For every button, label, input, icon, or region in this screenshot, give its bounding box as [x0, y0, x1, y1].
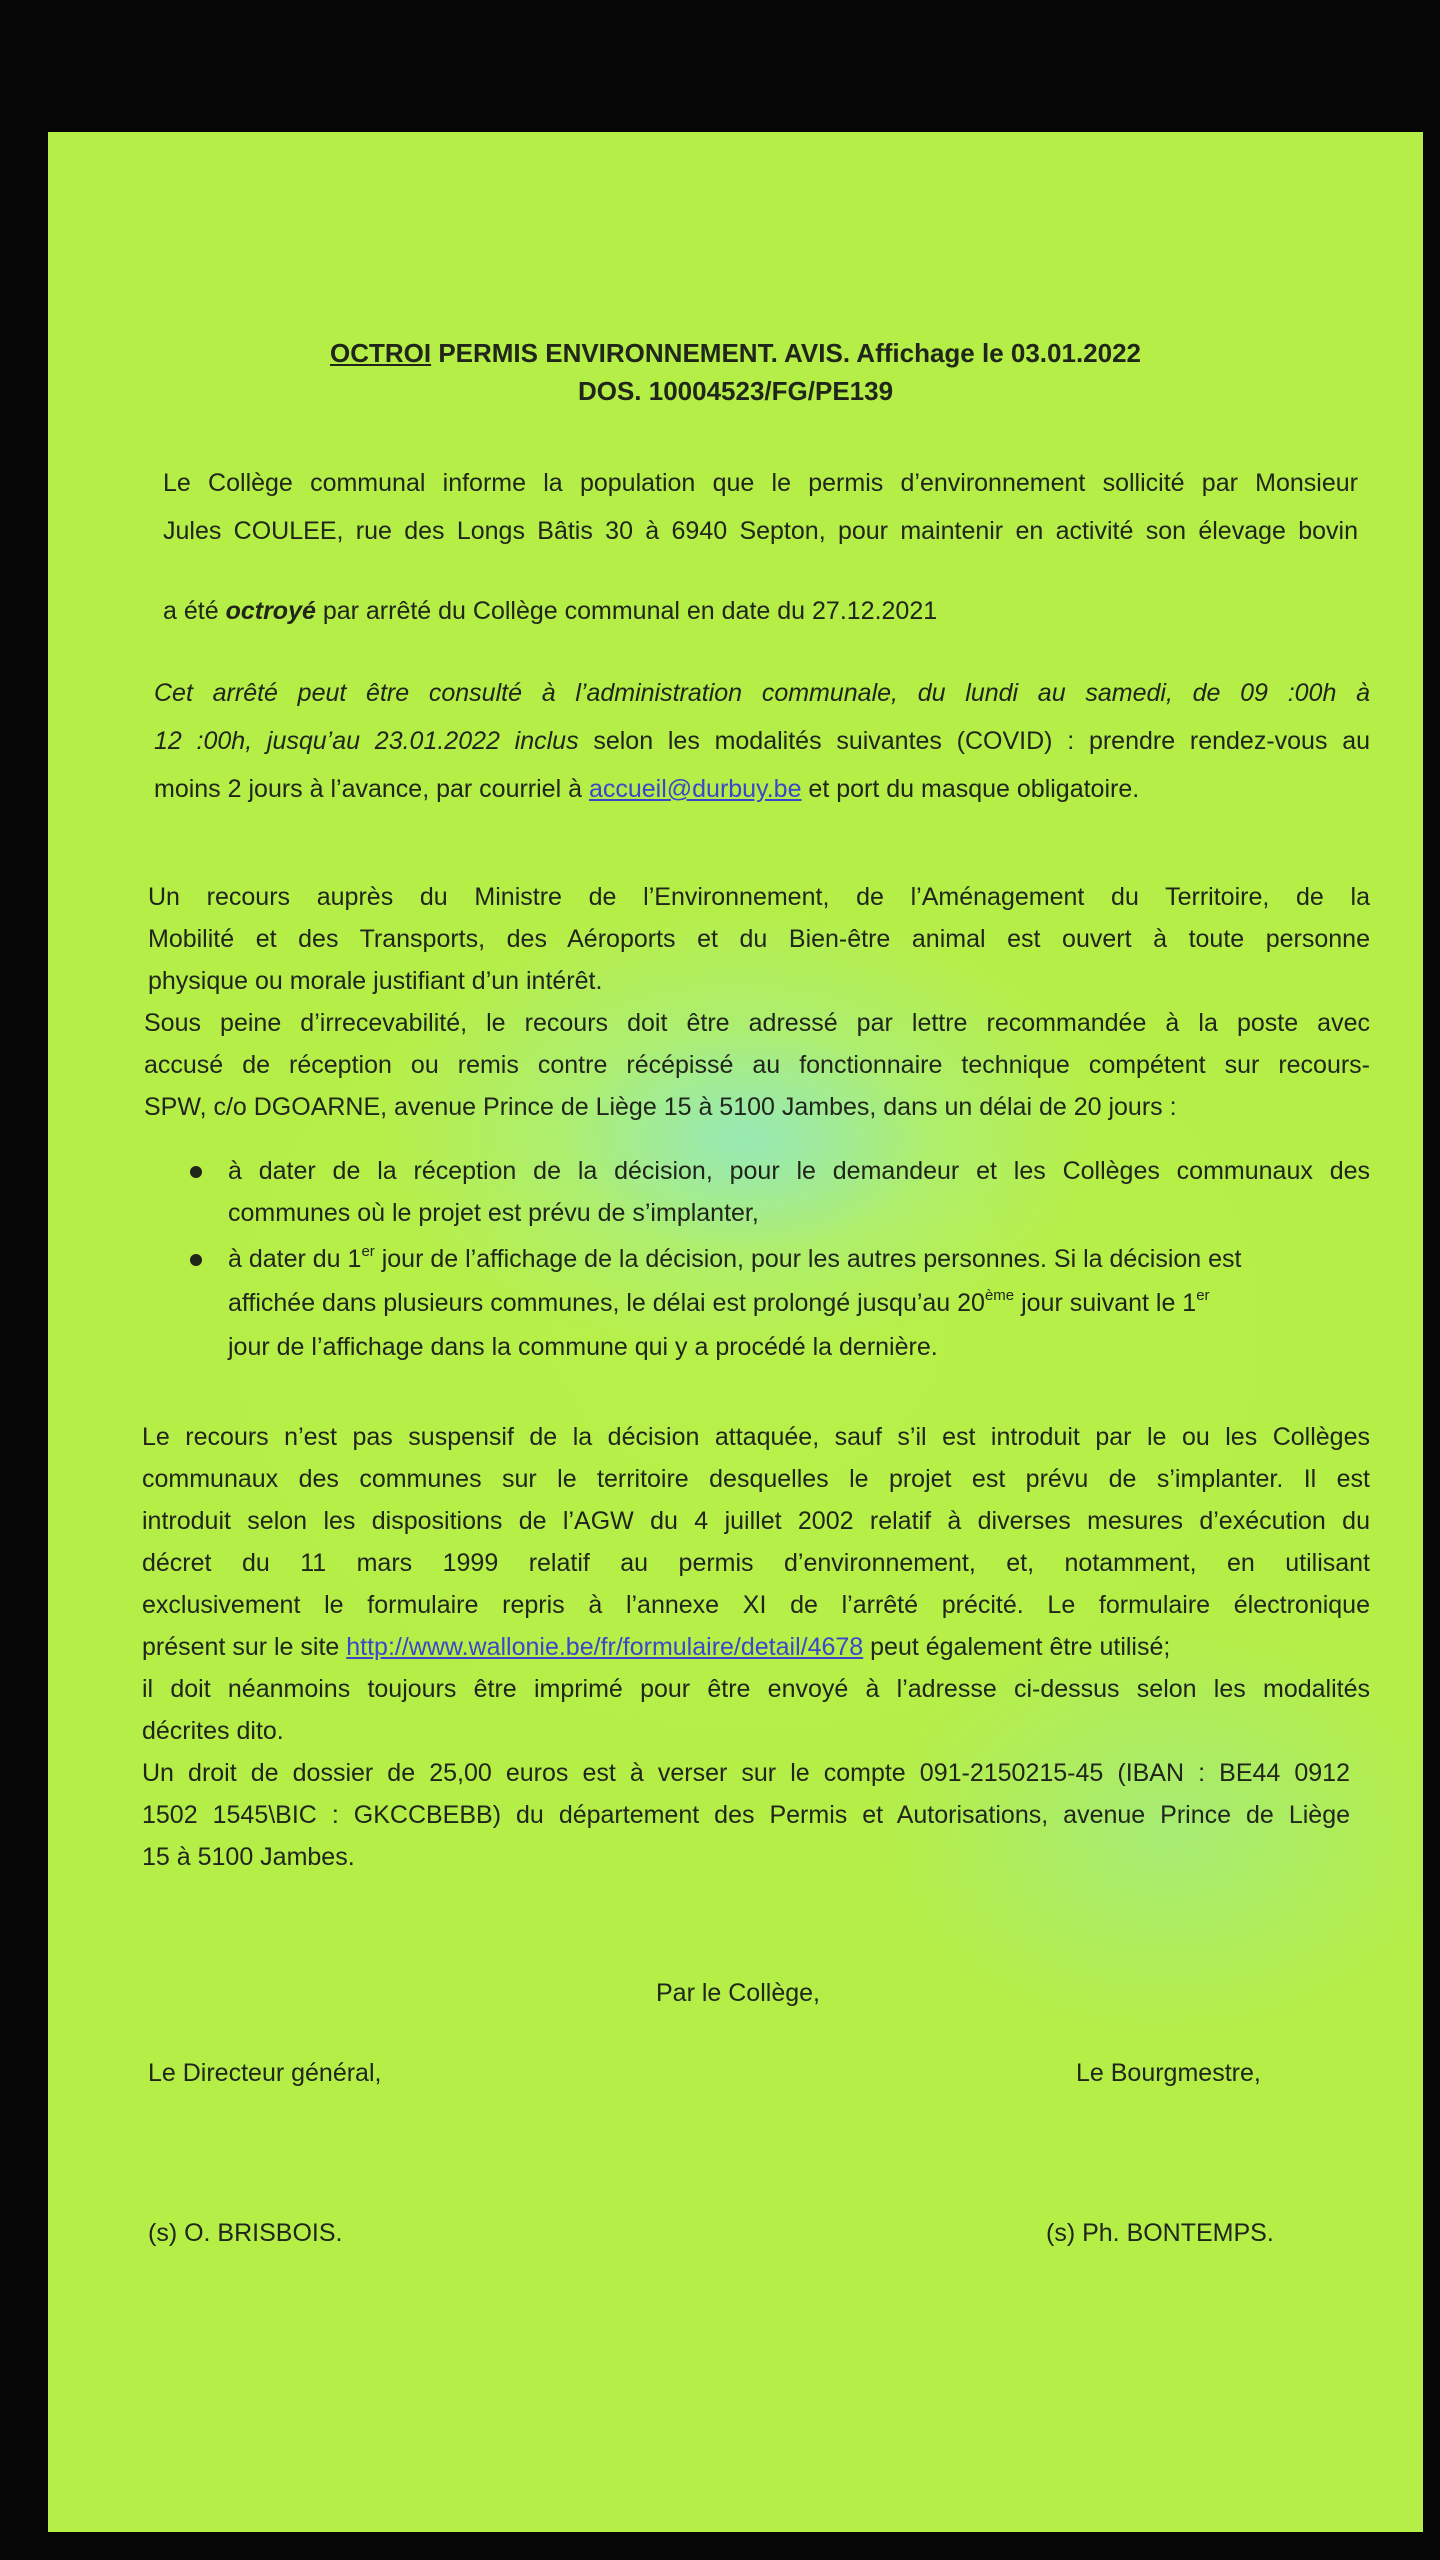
consult-line-2 — [154, 720, 1370, 762]
suspensif-line-4: décret du 11 mars 1999 relatif au permis d’environnement, et, notamment, en utilisant — [142, 1549, 1370, 1577]
consult-email-suffix: et port du masque obligatoire. — [801, 775, 1140, 803]
link-prefix: présent sur le site — [142, 1633, 347, 1661]
bullet2-line-3: jour de l’affichage dans la commune qui y a procédé la dernière. — [228, 1333, 938, 1361]
email-link[interactable]: accueil@durbuy.be — [588, 775, 802, 803]
suspensif-line-2: communaux des communes sur le territoire desquelles le projet est prévu de s’implanter. Il est — [142, 1465, 1370, 1493]
intro-line-2: Jules COULEE, rue des Longs Bâtis 30 à 6940 Septon, pour maintenir en activité son élevage bovin — [163, 517, 1358, 545]
directeur-role: Le Directeur général, — [148, 2059, 382, 2087]
consult-email-prefix: moins 2 jours à l’avance, par courriel à — [154, 775, 589, 803]
fees-line-1: Un droit de dossier de 25,00 euros est à verser sur le compte 091-2150215-45 (IBAN : BE44 0912 — [142, 1759, 1350, 1787]
wallonie-form-link[interactable]: http://www.wallonie.be/fr/formulaire/detail/4678 — [346, 1633, 864, 1661]
granted-suffix: par arrêté du Collège communal en date du 27.12.2021 — [315, 597, 938, 625]
bullet2-line-1 — [228, 1238, 1242, 1280]
recours-p2-line-1: Sous peine d’irrecevabilité, le recours doit être adressé par lettre recommandée à la poste avec — [144, 1009, 1370, 1037]
par-le-college: Par le Collège, — [656, 1979, 820, 2007]
intro-line-1: Le Collège communal informe la population que le permis d’environnement sollicité par Monsieur — [163, 469, 1358, 497]
notice-title — [48, 332, 1423, 374]
bullet1-line-2: communes où le projet est prévu de s’implanter, — [228, 1199, 759, 1227]
notice-sheet — [48, 132, 1423, 2532]
b2-l2b: jour suivant le 1 — [1014, 1289, 1197, 1317]
suspensif-line-3: introduit selon les dispositions de l’AGW du 4 juillet 2002 relatif à diverses mesures d’exécution du — [142, 1507, 1370, 1535]
bourgmestre-name: (s) Ph. BONTEMPS. — [1046, 2219, 1274, 2247]
b2-l1-sup: er — [361, 1242, 375, 1260]
consult-line-3 — [154, 768, 1139, 810]
consult-dates: 12 :00h, jusqu’au 23.01.2022 inclus — [154, 727, 579, 755]
title-rest: PERMIS ENVIRONNEMENT. AVIS. Affichage le 03.01.2022 — [431, 338, 1142, 368]
b2-l2-sup: ème — [984, 1286, 1015, 1304]
bullet-point — [190, 1166, 202, 1178]
b2-l1b: jour de l’affichage de la décision, pour les autres personnes. Si la décision est — [374, 1245, 1242, 1273]
b2-l1a: à dater du 1 — [228, 1245, 362, 1273]
granted-line — [163, 590, 937, 632]
bullet2-line-2 — [228, 1282, 1210, 1324]
suspensif-line-8: décrites dito. — [142, 1717, 284, 1745]
granted-prefix: a été — [163, 597, 226, 625]
fees-line-2: 1502 1545\BIC : GKCCBEBB) du département des Permis et Autorisations, avenue Prince de Liège — [142, 1801, 1350, 1829]
b2-l2-sup2: er — [1196, 1286, 1210, 1304]
recours-p2-line-3: SPW, c/o DGOARNE, avenue Prince de Liège 15 à 5100 Jambes, dans un délai de 20 jours : — [144, 1093, 1177, 1121]
recours-p1-line-3: physique ou morale justifiant d’un intérêt. — [148, 967, 603, 995]
recours-p1-line-1: Un recours auprès du Ministre de l’Environnement, de l’Aménagement du Territoire, de la — [148, 883, 1370, 911]
bullet1-line-1: à dater de la réception de la décision, pour le demandeur et les Collèges communaux des — [228, 1157, 1370, 1185]
b2-l2a: affichée dans plusieurs communes, le délai est prolongé jusqu’au 20 — [228, 1289, 985, 1317]
link-suffix: peut également être utilisé; — [863, 1633, 1171, 1661]
title-octroi: OCTROI — [329, 338, 432, 368]
granted-word: octroyé — [225, 597, 316, 625]
recours-p2-line-2: accusé de réception ou remis contre récépissé au fonctionnaire technique compétent sur recours- — [144, 1051, 1370, 1079]
consult-modalities: selon les modalités suivantes (COVID) : prendre rendez-vous au — [578, 727, 1371, 755]
suspensif-line-7: il doit néanmoins toujours être imprimé pour être envoyé à l’adresse ci-dessus selon les modalités — [142, 1675, 1370, 1703]
fees-line-3: 15 à 5100 Jambes. — [142, 1843, 355, 1871]
recours-p1-line-2: Mobilité et des Transports, des Aéroports et du Bien-être animal est ouvert à toute personne — [148, 925, 1370, 953]
bourgmestre-role: Le Bourgmestre, — [1076, 2059, 1261, 2087]
suspensif-line-1: Le recours n’est pas suspensif de la décision attaquée, sauf s’il est introduit par le ou les Collèges — [142, 1423, 1370, 1451]
directeur-name: (s) O. BRISBOIS. — [148, 2219, 343, 2247]
suspensif-link-line — [142, 1626, 1170, 1668]
dossier-number: DOS. 10004523/FG/PE139 — [577, 376, 894, 406]
suspensif-line-5: exclusivement le formulaire repris à l’annexe XI de l’arrêté précité. Le formulaire électronique — [142, 1591, 1370, 1619]
bullet-point — [190, 1254, 202, 1266]
consult-line-1: Cet arrêté peut être consulté à l’administration communale, du lundi au samedi, de 09 :00h à — [154, 679, 1370, 707]
